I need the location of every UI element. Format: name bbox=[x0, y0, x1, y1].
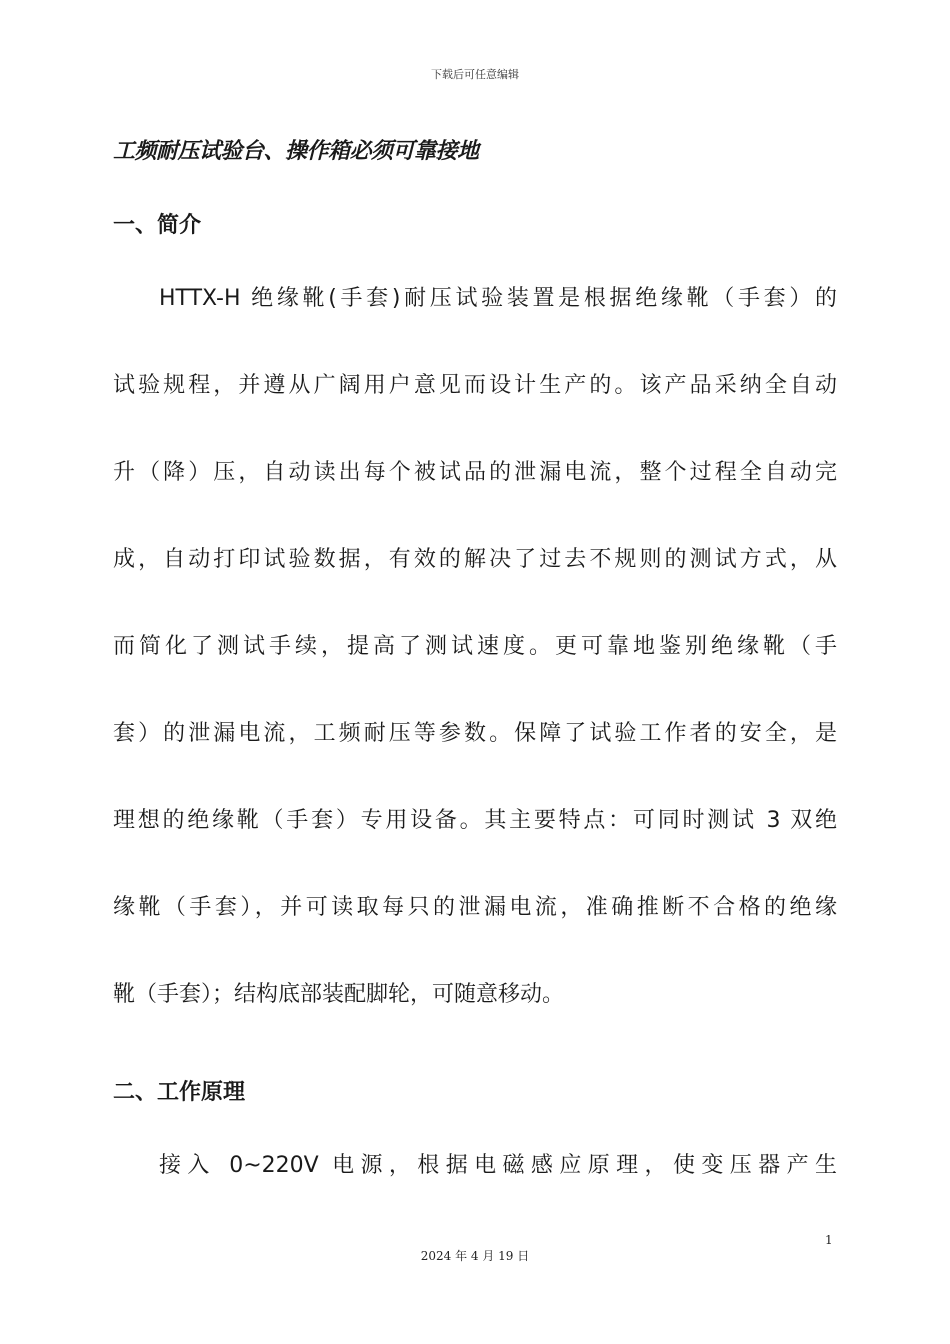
footer-date: 2024 年 4 月 19 日 bbox=[420, 1249, 530, 1263]
intro-paragraph bbox=[113, 284, 837, 1067]
section-heading-principle: 二、工作原理 bbox=[113, 1080, 246, 1105]
paragraph-line: HTTX-H 绝缘靴(手套)耐压试验装置是根据绝缘靴（手套）的 bbox=[159, 286, 837, 311]
section-heading-intro: 一、简介 bbox=[113, 213, 202, 238]
paragraph-line: 而简化了测试手续，提高了测试速度。更可靠地鉴别绝缘靴（手 bbox=[113, 634, 837, 659]
principle-paragraph bbox=[113, 1151, 837, 1238]
paragraph-line: 升（降）压，自动读出每个被试品的泄漏电流，整个过程全自动完 bbox=[113, 460, 837, 485]
paragraph-line: 成，自动打印试验数据，有效的解决了过去不规则的测试方式，从 bbox=[113, 547, 837, 572]
page-number: 1 bbox=[825, 1233, 833, 1247]
page-header-note: 下载后可任意编辑 bbox=[431, 68, 519, 81]
paragraph-line: 接入 0~220V 电源，根据电磁感应原理，使变压器产生 bbox=[159, 1153, 837, 1178]
document-title: 工频耐压试验台、操作箱必须可靠接地 bbox=[113, 139, 479, 164]
paragraph-line: 理想的绝缘靴（手套）专用设备。其主要特点：可同时测试 3 双绝 bbox=[113, 808, 837, 833]
paragraph-line: 套）的泄漏电流，工频耐压等参数。保障了试验工作者的安全，是 bbox=[113, 721, 837, 746]
paragraph-line: 缘靴（手套），并可读取每只的泄漏电流，准确推断不合格的绝缘 bbox=[113, 895, 837, 920]
paragraph-line: 试验规程，并遵从广阔用户意见而设计生产的。该产品采纳全自动 bbox=[113, 373, 837, 398]
paragraph-line: 靴（手套）；结构底部装配脚轮，可随意移动。 bbox=[113, 982, 565, 1007]
